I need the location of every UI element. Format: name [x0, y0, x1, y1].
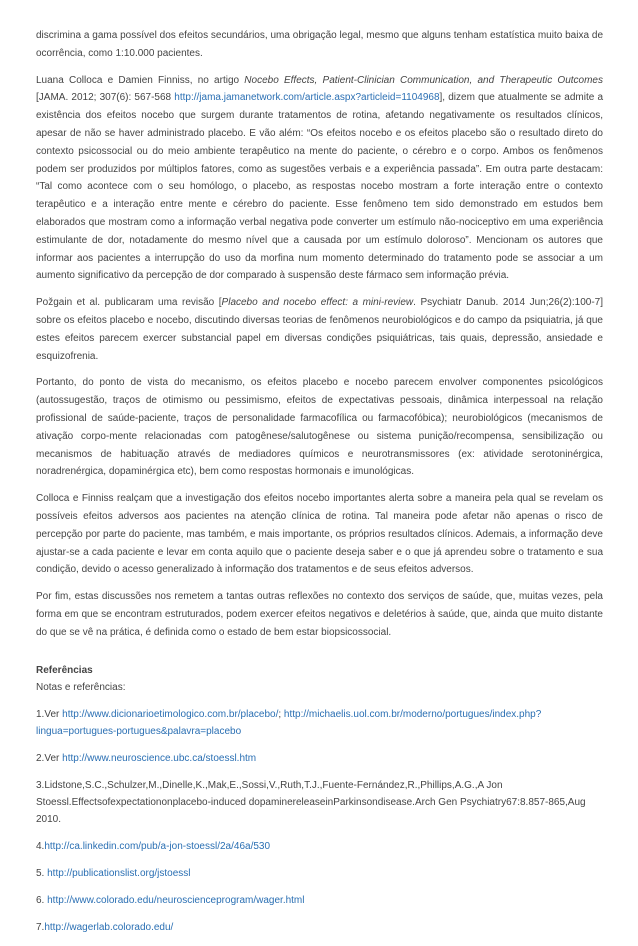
paragraph [36, 490, 603, 579]
reference-link[interactable]: http://michaelis.uol.com.br/moderno/portugues/index.php?lingua=portugues-portugues&palavra=placebo [36, 708, 542, 737]
reference-item [36, 865, 603, 882]
text-segment: 5. [36, 867, 48, 879]
reference-item [36, 777, 603, 828]
paragraph [36, 588, 603, 641]
text-segment: ], dizem que atualmente se admite a existência dos efeitos nocebo que surgem durante tratamentos de rotina, afetando negativamente os resultados clínicos, apesar de não se haver administrado placebo. E vão além: “Os efeitos nocebo e os efeitos placebo são o resultado direto do contexto psicossocial ou do meio ambiente terapêutico na mente do paciente, o cérebro e o corpo. Ambos os fenômenos podem ser produzidos por múltiplos fatores, como as sugestões verbais e a experiência passada”. Em outra parte destacam: “Tal como acontece com o seu homólogo, o placebo, as respostas nocebo mostram a forte interação entre o contexto terapêutico e a interação entre mente e cérebro do paciente. Esse fenômeno tem sido demonstrado em estudos bem elaborados que mostram como a informação verbal negativa pode converter um estímulo não-nociceptivo em uma experiência estimulante de dor, notadamente do mesmo nível que a causada por um estímulo doloroso”. Mencionam os autores que informar aos pacientes a interrupção do uso da morfina num momento determinado do tratamento pode se associar a um aumento significativo da percepção de dor comparado à suspensão deste fármaco sem informação prévia. [36, 92, 604, 282]
text-segment: Por fim, estas discussões nos remetem a tantas outras reflexões no contexto dos serviços de saúde, que, muitas vezes, pela forma em que se encontram estruturados, podem exercer efeitos negativos e deletérios à saúde, que, ainda que muito distante do que se vê na prática, é definida como o estado de bem estar biopsicossocial. [36, 591, 603, 638]
paragraph [36, 72, 603, 286]
paragraph [36, 294, 603, 365]
reference-link[interactable]: http://jama.jamanetwork.com/article.aspx?articleid=1104968 [174, 92, 440, 104]
reference-item [36, 892, 603, 909]
reference-item [36, 919, 603, 936]
text-segment: . Psychiatr Danub. 2014 Jun;26(2):100-7] sobre os efeitos placebo e nocebo, discutindo diversas teorias de fenômenos neurobiológicos e do campo da psiquiatria, já que estes efeitos parecem exercer substancial papel em diversas condições psiquiátricas, tais quais, depressão, ansiedade e esquizofrenia. [36, 297, 603, 362]
references-heading: Referências [36, 664, 93, 676]
reference-link[interactable]: http://www.neuroscience.ubc.ca/stoessl.htm [62, 752, 257, 764]
article-paragraphs [36, 27, 603, 642]
text-segment: 1.Ver [36, 708, 63, 720]
italic-title: Nocebo Effects, Patient-Clinician Communication, and Therapeutic Outcomes [244, 74, 603, 86]
text-segment: Luana Colloca e Damien Finniss, no artigo [36, 74, 245, 86]
text-segment: 7. [36, 921, 45, 933]
reference-link[interactable]: http://wagerlab.colorado.edu/ [44, 921, 174, 933]
references-subheading: Notas e referências: [36, 681, 126, 693]
reference-link[interactable]: http://ca.linkedin.com/pub/a-jon-stoessl/2a/46a/530 [44, 840, 271, 852]
text-segment: 2.Ver [36, 752, 63, 764]
text-segment: 6. [36, 894, 48, 906]
reference-item [36, 750, 603, 767]
italic-title: Placebo and nocebo effect: a mini-review [221, 297, 414, 309]
text-segment: Colloca e Finniss realçam que a investigação dos efeitos nocebo importantes alerta sobre a maneira pela qual se revelam os possíveis efeitos adversos aos pacientes na atenção clínica de rotina. Tal maneira pode afetar não apenas o risco de percepção por parte do paciente, mas também, e mais importante, os próprios resultados clínicos. Ademais, a informação deve ajustar-se a cada paciente e levar em conta aquilo que o paciente deseja saber e o que já aprendeu sobre o tratamento e sua condição, devido o acesso generalizado à informação dos tratamentos e de seus efeitos adversos. [36, 493, 603, 576]
reference-item [36, 838, 603, 855]
reference-link[interactable]: http://publicationslist.org/jstoessl [47, 867, 191, 879]
paragraph [36, 27, 603, 63]
reference-link[interactable]: http://www.colorado.edu/neuroscienceprogram/wager.html [47, 894, 305, 906]
text-segment: ; [278, 708, 284, 720]
text-segment: [JAMA. 2012; 307(6): 567-568 [36, 92, 175, 104]
references-list [36, 706, 603, 936]
text-segment: 3.Lidstone,S.C.,Schulzer,M.,Dinelle,K.,Mak,E.,Sossi,V.,Ruth,T.J.,Fuente-Fernández,R.,Phillips,A.G.,A Jon Stoessl.Effectsofexpectationonplacebo-induced dopaminereleaseinParkinsondisease.Arch Gen Psychiatry67:8.857-865,Aug 2010. [36, 779, 586, 825]
text-segment: Portanto, do ponto de vista do mecanismo, os efeitos placebo e nocebo parecem envolver componentes psicológicos (autossugestão, traços de otimismo ou pessimismo, efeitos de expectativas pessoais, dinâmica interpessoal na relação profissional de saúde-paciente, traços de personalidade farmacofílica ou farmacofóbica); neurobiológicos (mecanismos de ativação corpo-mente relacionadas com patogênese/salutogênese ou sistema punição/recompensa, sensibilização ou mecanismos de habituação através de mediadores químicos e neurotransmissores (ex: atividade serotoninérgica, noradrenérgica, dopaminérgica etc), bem como respostas hormonais e imunológicas. [36, 377, 603, 478]
reference-link[interactable]: http://www.dicionarioetimologico.com.br/placebo/ [62, 708, 279, 720]
article-body [36, 27, 603, 946]
reference-item [36, 706, 603, 740]
paragraph [36, 374, 603, 481]
text-segment: 4. [36, 840, 45, 852]
text-segment: discrimina a gama possível dos efeitos secundários, uma obrigação legal, mesmo que alguns tenham estatística muito baixa de ocorrência, como 1:10.000 pacientes. [36, 30, 603, 59]
text-segment: Požgain et al. publicaram uma revisão [ [36, 297, 222, 309]
